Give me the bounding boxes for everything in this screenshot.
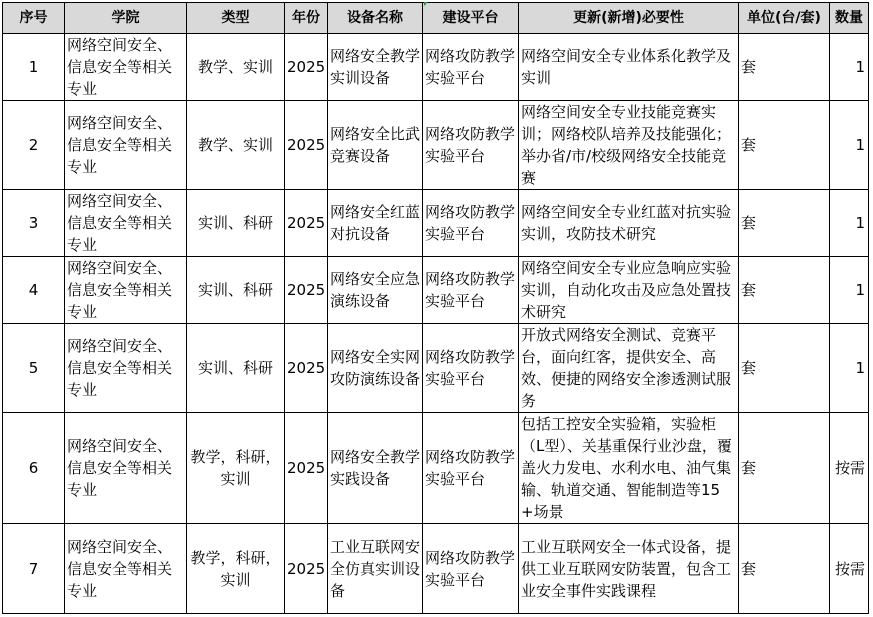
cell-type: 教学、实训: [187, 34, 285, 101]
header-platform: 建设平台: [423, 3, 519, 34]
header-need: 更新(新增)必要性: [519, 3, 739, 34]
cell-unit: 套: [739, 34, 830, 101]
cell-qty: 1: [830, 101, 869, 190]
cell-qty: 1: [830, 257, 869, 324]
cell-platform: 网络攻防教学实验平台: [423, 34, 519, 101]
cell-need: 网络空间安全专业应急响应实验实训，自动化攻击及应急处置技术研究: [519, 257, 739, 324]
cell-no: 5: [3, 324, 65, 413]
cell-school: 网络空间安全、信息安全等相关专业: [65, 190, 187, 257]
table-row: [3, 101, 869, 190]
cell-need: 包括工控安全实验箱，实验柜（L型）、关基重保行业沙盘，覆盖火力发电、水利水电、油气集输、轨道交通、智能制造等15+场景: [519, 413, 739, 524]
cell-qty: 1: [830, 190, 869, 257]
cell-name: 网络安全教学实践设备: [328, 413, 423, 524]
cell-platform: 网络攻防教学实验平台: [423, 101, 519, 190]
header-unit: 单位(台/套): [739, 3, 830, 34]
cell-platform: 网络攻防教学实验平台: [423, 257, 519, 324]
cell-qty: 按需: [830, 413, 869, 524]
cell-year: 2025: [285, 324, 328, 413]
cell-unit: 套: [739, 190, 830, 257]
cell-unit: 套: [739, 524, 830, 614]
cell-year: 2025: [285, 190, 328, 257]
cell-unit: 套: [739, 257, 830, 324]
cell-year: 2025: [285, 413, 328, 524]
table-row: [3, 34, 869, 101]
equipment-table: [2, 2, 869, 614]
cell-school: 网络空间安全、信息安全等相关专业: [65, 34, 187, 101]
cell-platform: 网络攻防教学实验平台: [423, 324, 519, 413]
cell-type: 教学、实训: [187, 101, 285, 190]
cell-type: 实训、科研: [187, 190, 285, 257]
cell-need: 开放式网络安全测试、竞赛平台，面向红客，提供安全、高效、便捷的网络安全渗透测试服务: [519, 324, 739, 413]
cell-need: 网络空间安全专业技能竞赛实训；网络校队培养及技能强化；举办省/市/校级网络安全技能竞赛: [519, 101, 739, 190]
cell-name: 网络安全红蓝对抗设备: [328, 190, 423, 257]
cell-platform: 网络攻防教学实验平台: [423, 190, 519, 257]
header-qty: 数量: [830, 3, 869, 34]
header-school: 学院: [65, 3, 187, 34]
cell-platform: 网络攻防教学实验平台: [423, 524, 519, 614]
cell-no: 4: [3, 257, 65, 324]
cell-unit: 套: [739, 413, 830, 524]
cell-unit: 套: [739, 324, 830, 413]
cell-name: 网络安全实网攻防演练设备: [328, 324, 423, 413]
table-row: [3, 413, 869, 524]
cell-need: 网络空间安全专业红蓝对抗实验实训，攻防技术研究: [519, 190, 739, 257]
cell-no: 3: [3, 190, 65, 257]
cell-type: 教学，科研，实训: [187, 524, 285, 614]
cell-school: 网络空间安全、信息安全等相关专业: [65, 101, 187, 190]
cell-school: 网络空间安全、信息安全等相关专业: [65, 324, 187, 413]
table-row: [3, 324, 869, 413]
cell-year: 2025: [285, 257, 328, 324]
cell-need: 网络空间安全专业体系化教学及实训: [519, 34, 739, 101]
cell-no: 7: [3, 524, 65, 614]
table-row: [3, 190, 869, 257]
cell-no: 1: [3, 34, 65, 101]
cell-no: 6: [3, 413, 65, 524]
cell-year: 2025: [285, 101, 328, 190]
cell-need: 工业互联网安全一体式设备，提供工业互联网安防装置，包含工业安全事件实践课程: [519, 524, 739, 614]
cell-type: 实训、科研: [187, 257, 285, 324]
cell-comment-marker: [424, 2, 428, 6]
cell-unit: 套: [739, 101, 830, 190]
cell-school: 网络空间安全、信息安全等相关专业: [65, 524, 187, 614]
cell-name: 网络安全比武竞赛设备: [328, 101, 423, 190]
cell-qty: 1: [830, 324, 869, 413]
cell-qty: 1: [830, 34, 869, 101]
header-type: 类型: [187, 3, 285, 34]
cell-name: 工业互联网安全仿真实训设备: [328, 524, 423, 614]
cell-year: 2025: [285, 34, 328, 101]
header-year: 年份: [285, 3, 328, 34]
cell-platform: 网络攻防教学实验平台: [423, 413, 519, 524]
cell-name: 网络安全教学实训设备: [328, 34, 423, 101]
cell-no: 2: [3, 101, 65, 190]
cell-year: 2025: [285, 524, 328, 614]
header-no: 序号: [3, 3, 65, 34]
cell-name: 网络安全应急演练设备: [328, 257, 423, 324]
table-row: [3, 524, 869, 614]
header-row: [3, 3, 869, 34]
header-name: 设备名称: [328, 3, 423, 34]
cell-school: 网络空间安全、信息安全等相关专业: [65, 413, 187, 524]
table-row: [3, 257, 869, 324]
cell-qty: 按需: [830, 524, 869, 614]
cell-type: 教学，科研，实训: [187, 413, 285, 524]
cell-type: 实训、科研: [187, 324, 285, 413]
cell-school: 网络空间安全、信息安全等相关专业: [65, 257, 187, 324]
